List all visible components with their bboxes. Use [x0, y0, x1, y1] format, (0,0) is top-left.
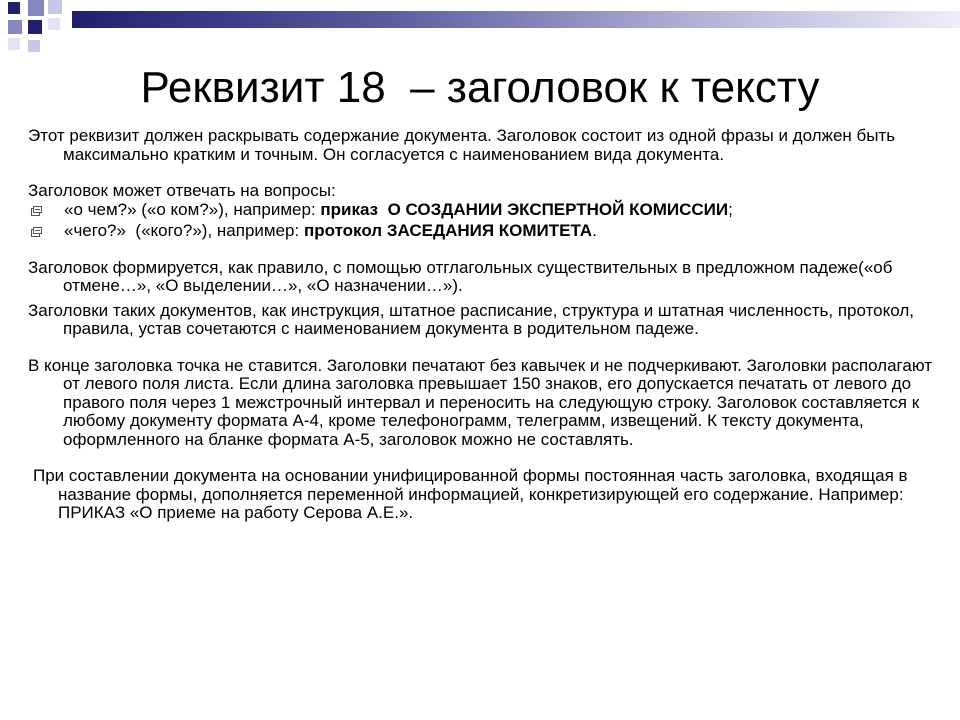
bullet-square-icon: [31, 226, 43, 237]
corner-square: [48, 18, 60, 30]
bullet-doc-type: протокол: [303, 221, 383, 240]
paragraph-unified-form: При составлении документа на основании унифицированной формы постоянная часть заголовка, входящая в название формы, дополняется переменной информацией, конкретизирующей его содержание. Например: ПРИКАЗ «О приеме на работу Серова А.Е.».: [33, 466, 908, 522]
corner-square: [28, 40, 40, 52]
corner-square: [8, 20, 22, 34]
slide-body: [28, 127, 940, 523]
bullet-doc-type: приказ: [320, 199, 379, 219]
corner-square: [48, 0, 62, 14]
bullet-text: «о чем?» («о ком?»), например:: [64, 199, 321, 219]
paragraph-formatting-rules: В конце заголовка точка не ставится. Заголовки печатают без кавычек и не подчеркивают. Заголовки располагают от левого поля листа. Если длина заголовка превышает 150 знаков, его допускается печатать от левого до правого поля через 1 межстрочный интервал и переносить на следующую строку. Заголовок составляется к любому документу формата А-4, кроме телефонограмм, телеграмм, извещений. К тексту документа, оформленного на бланке формата А-5, заголовок можно не составлять.: [28, 355, 933, 449]
bullet-heading-example: ЗАСЕДАНИЯ КОМИТЕТА: [382, 221, 593, 240]
bullet-text: «чего?» («кого?»), например:: [64, 221, 304, 240]
corner-square: [8, 2, 20, 14]
paragraph-formation: Заголовок формируется, как правило, с помощью отглагольных существительных в предложном падеже(«об отмене…», «О выделении…», «О назначении…»).: [28, 257, 893, 295]
paragraph-questions: Заголовок может отвечать на вопросы:: [28, 181, 336, 200]
bullet-heading-example: О СОЗДАНИИ ЭКСПЕРТНОЙ КОМИССИИ: [378, 199, 729, 219]
list-item: [28, 201, 940, 220]
slide-title: Реквизит 18 – заголовок к тексту: [140, 63, 820, 112]
corner-square: [28, 0, 44, 16]
corner-square: [8, 38, 20, 50]
corner-square: [28, 20, 42, 34]
paragraph-purpose: Этот реквизит должен раскрывать содержание документа. Заголовок состоит из одной фразы и должен быть максимально кратким и точным. Он согласуется с наименованием вида документа.: [28, 126, 896, 164]
list-item: [28, 222, 940, 241]
bullet-square-icon: [31, 205, 43, 216]
bullet-tail: ;: [728, 199, 733, 219]
top-gradient-bar: [72, 11, 960, 28]
bullet-tail: .: [592, 221, 597, 240]
paragraph-genitive: Заголовки таких документов, как инструкция, штатное расписание, структура и штатная численность, протокол, правила, устав сочетаются с наименованием документа в родительном падеже.: [28, 300, 914, 338]
